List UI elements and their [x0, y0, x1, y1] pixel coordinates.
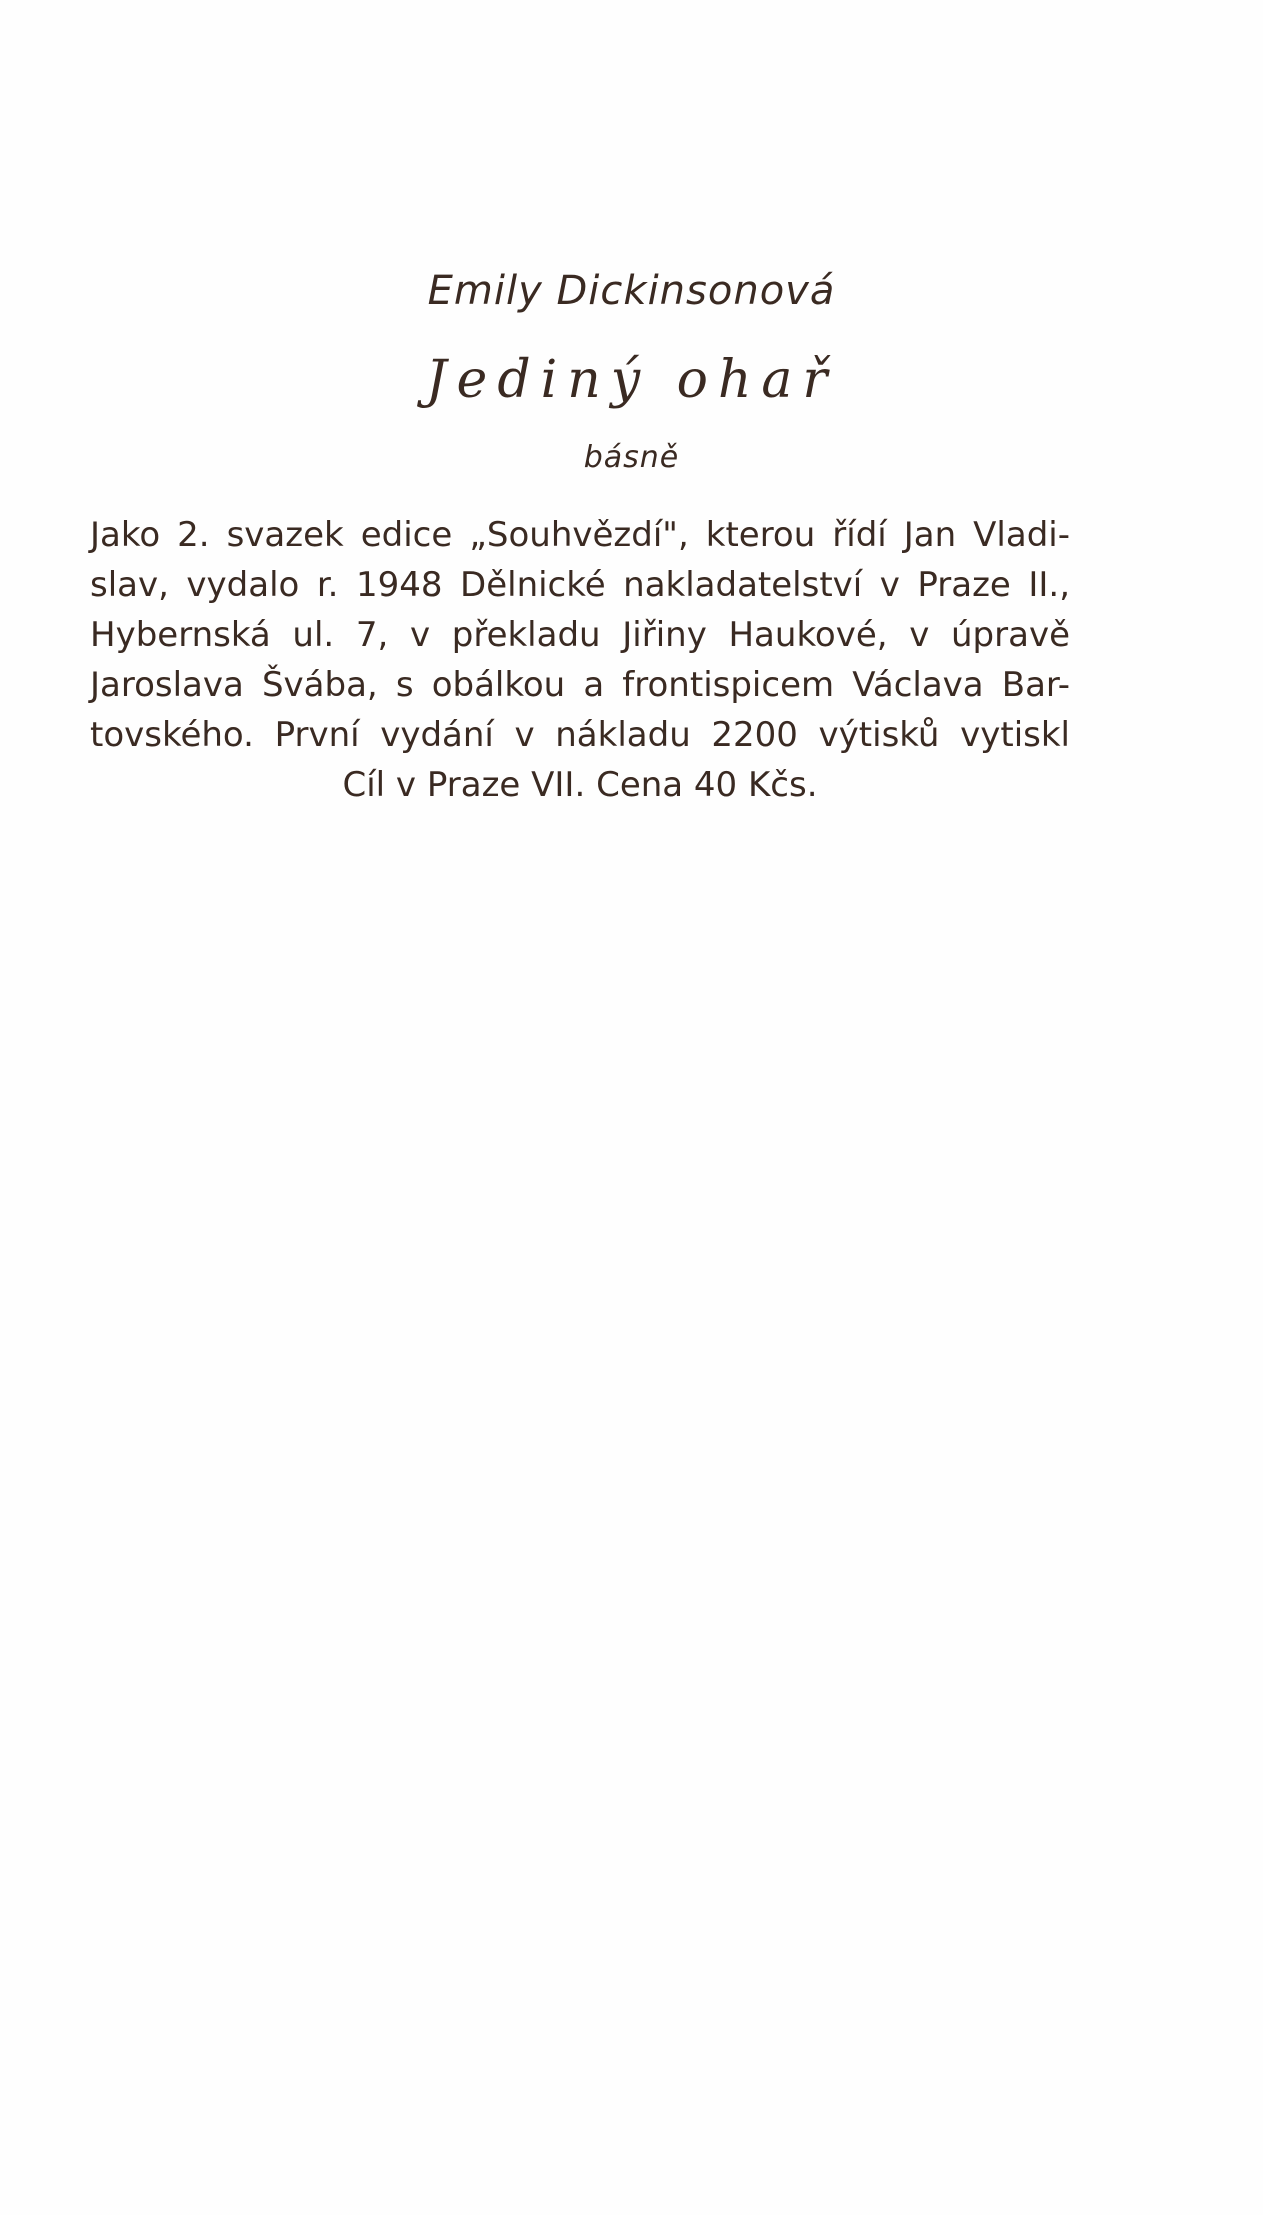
colophon-line: Jaroslava Švába, s obálkou a frontispicem Václava Bar-	[90, 665, 1070, 705]
colophon-text	[90, 510, 1070, 810]
colophon-line: tovského. První vydání v nákladu 2200 výtisků vytiskl	[90, 715, 1070, 755]
book-title: Jediný ohař	[425, 350, 838, 410]
book-subtitle: básně	[583, 440, 680, 475]
colophon-line: Hybernská ul. 7, v překladu Jiřiny Haukové, v úpravě	[90, 615, 1070, 655]
author-name: Emily Dickinsonová	[427, 268, 836, 314]
colophon-line: slav, vydalo r. 1948 Dělnické nakladatelství v Praze II.,	[90, 565, 1070, 605]
colophon-line: Jako 2. svazek edice „Souhvězdí", kterou řídí Jan Vladi-	[90, 515, 1070, 555]
colophon-line: Cíl v Praze VII. Cena 40 Kčs.	[342, 765, 818, 805]
